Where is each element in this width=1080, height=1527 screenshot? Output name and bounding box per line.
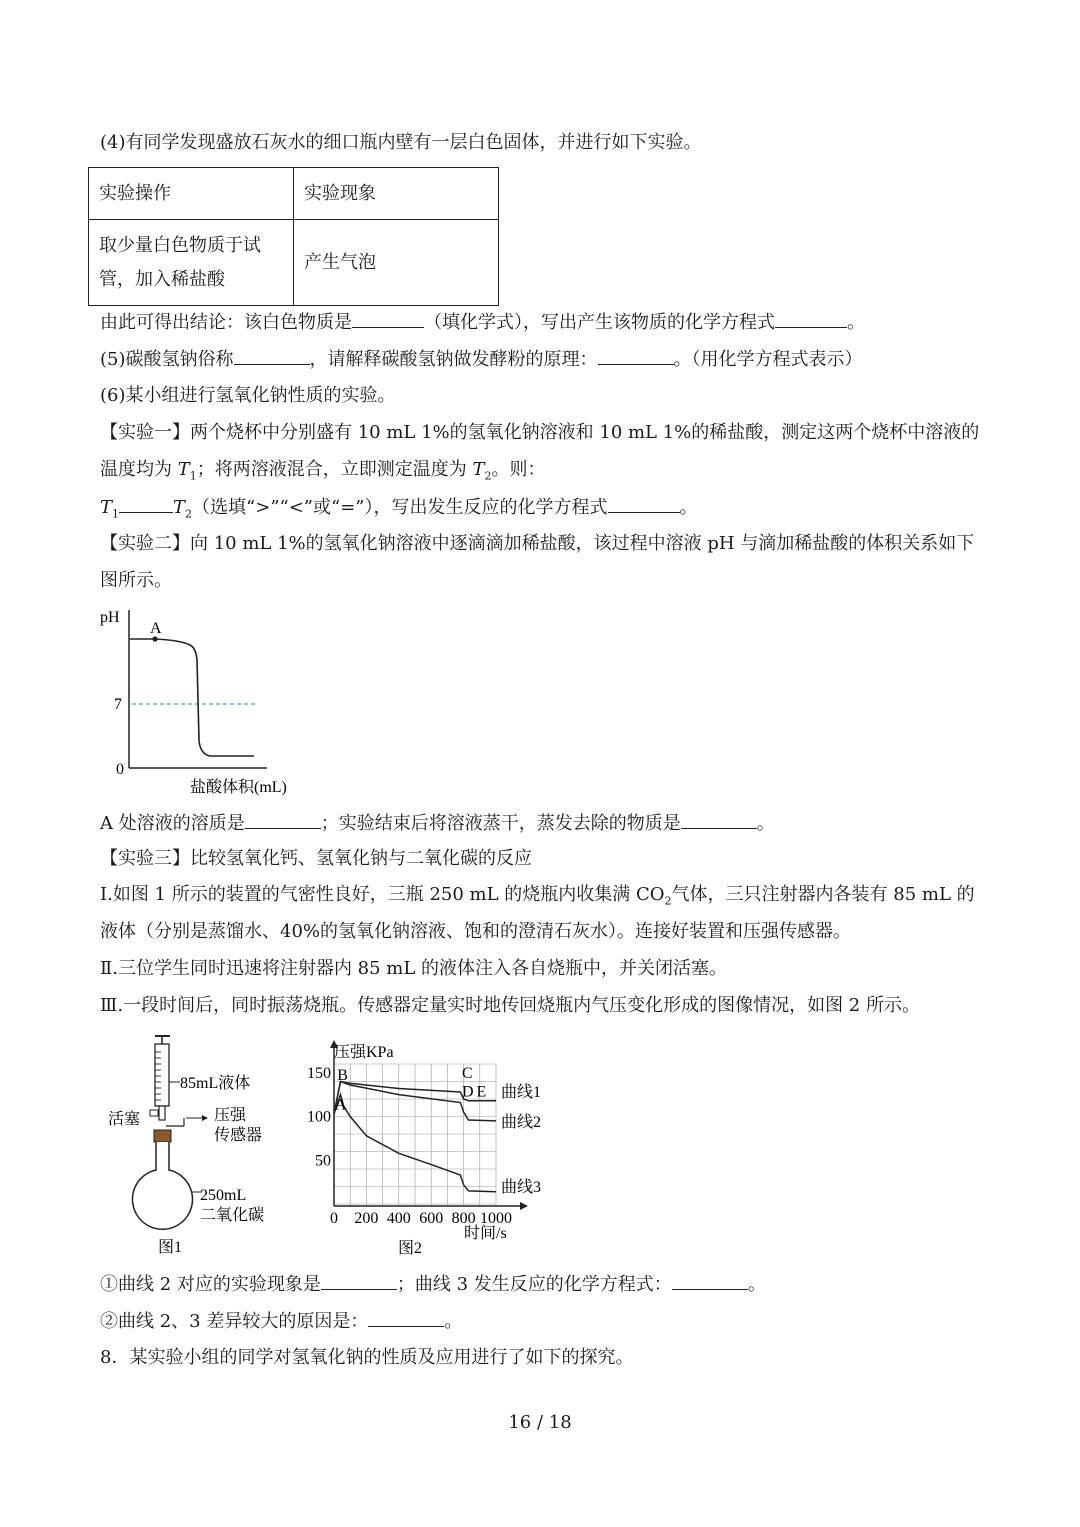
ph-curve [130, 639, 254, 756]
flask [133, 1142, 193, 1229]
x-tick-label: 400 [386, 1210, 411, 1227]
valve-handle [150, 1110, 158, 1116]
exp1-line2: 温度均为 $T_1$；将两溶液混合，立即测定温度为 $T_2$。则： [100, 459, 546, 483]
exp3-step3: Ⅲ.一段时间后，同时振荡烧瓶。传感器定量实时地传回烧瓶内气压变化形成的图像情况，如图 2 所示。 [100, 995, 920, 1016]
sensor-label-1: 压强 [214, 1107, 247, 1124]
series-label-1: 曲线1 [501, 1083, 542, 1101]
fig1-caption: 图1 [158, 1239, 183, 1256]
answer-blank[interactable] [608, 494, 680, 513]
answer-blank[interactable] [775, 309, 847, 328]
gas-label-1: 250mL [200, 1187, 247, 1204]
answer-blank[interactable] [321, 1271, 397, 1290]
fig2-pressure-chart [300, 1038, 560, 1258]
curve-question-2: ②曲线 2、3 差异较大的原因是： 。 [100, 1308, 462, 1335]
answer-blank[interactable] [245, 810, 321, 829]
answer-blank[interactable] [234, 346, 310, 365]
table-header-operation: 实验操作 [89, 168, 294, 220]
y-tick-label: 50 [315, 1152, 331, 1170]
exp1-line1: 【实验一】两个烧杯中分别盛有 10 mL 1%的氢氧化钠溶液和 10 mL 1%的稀盐酸，测定这两个烧杯中溶液的 [100, 422, 980, 443]
answer-blank[interactable] [681, 810, 757, 829]
syringe-barrel [155, 1044, 169, 1106]
chart-y-label: 压强KPa [334, 1044, 394, 1061]
answer-blank[interactable] [598, 346, 674, 365]
ph-7-label: 7 [114, 696, 122, 713]
ph-origin-label: 0 [116, 761, 124, 778]
exp2-line2: 图所示。 [100, 570, 172, 591]
y-tick-label: 150 [307, 1064, 331, 1082]
ph-point-a [152, 636, 157, 641]
exp3-step1: Ⅰ.如图 1 所示的装置的气密性良好，三瓶 250 mL 的烧瓶内收集满 $CO_2$气体，三只注射器内各装有 85 mL 的 [100, 884, 975, 908]
y-tick-label: 100 [307, 1108, 331, 1126]
table-header-phenomenon: 实验现象 [294, 168, 499, 220]
q5-line: (5)碳酸氢钠俗称 ，请解释碳酸氢钠做发酵粉的原理： 。（用化学方程式表示） [100, 346, 863, 373]
annotation-b: B [337, 1066, 348, 1084]
fig2-caption: 图2 [398, 1240, 423, 1257]
curve-question-1: ①曲线 2 对应的实验现象是 ；曲线 3 发生反应的化学方程式： 。 [100, 1271, 766, 1298]
series-label-2: 曲线2 [501, 1113, 542, 1131]
page-number: 16 / 18 [508, 1412, 572, 1433]
question-8: 8．某实验小组的同学对氢氧化钠的性质及应用进行了如下的探究。 [100, 1347, 634, 1368]
annotation-d: D [461, 1083, 474, 1101]
flask-stopper [154, 1130, 171, 1142]
experiment-table [88, 167, 499, 306]
exp2-line1: 【实验二】向 10 mL 1%的氢氧化钠溶液中逐滴滴加稀盐酸，该过程中溶液 pH 与滴加稀盐酸的体积关系如下 [100, 533, 975, 554]
answer-blank[interactable] [672, 1271, 748, 1290]
sensor-arrow-head [202, 1115, 208, 1121]
exp1-line3: $T_1$ $T_2$（选填“>”“<”或“=”），写出发生反应的化学方程式 。 [100, 494, 698, 528]
answer-blank[interactable] [352, 309, 424, 328]
x-tick-label: 0 [330, 1210, 338, 1227]
exp3-step1-line2: 液体（分别是蒸馏水、40%的氢氧化钠溶液、饱和的澄清石灰水）。连接好装置和压强传感器。 [100, 921, 852, 942]
series-label-3: 曲线3 [501, 1178, 542, 1196]
q4-conclusion: 由此可得出结论：该白色物质是 （填化学式），写出产生该物质的化学方程式 。 [100, 309, 865, 336]
table-cell-phenomenon: 产生气泡 [294, 220, 499, 306]
exp3-step2: Ⅱ.三位学生同时迅速将注射器内 85 mL 的液体注入各自烧瓶中，并关闭活塞。 [100, 958, 728, 979]
answer-blank[interactable] [368, 1308, 444, 1327]
annotation-e: E [476, 1083, 487, 1101]
chart-x-arrow [520, 1202, 528, 1210]
liquid-label: 85mL液体 [180, 1075, 251, 1092]
fig1-apparatus [100, 1032, 290, 1262]
ph-chart [92, 600, 322, 800]
x-tick-label: 600 [419, 1210, 444, 1227]
chart-x-label: 时间/s [464, 1225, 507, 1242]
valve-label: 活塞 [108, 1111, 141, 1128]
x-tick-label: 200 [354, 1210, 379, 1227]
q4-intro: (4)有同学发现盛放石灰水的细口瓶内壁有一层白色固体，并进行如下实验。 [100, 132, 702, 153]
ph-point-a-label: A [150, 620, 162, 637]
x-tick-label: 800 [451, 1210, 476, 1227]
exp3-title: 【实验三】比较氢氧化钙、氢氧化钠与二氧化碳的反应 [100, 848, 532, 869]
ph-y-label: pH [100, 609, 120, 626]
exp2-question: A 处溶液的溶质是 ；实验结束后将溶液蒸干，蒸发去除的物质是 。 [100, 810, 775, 837]
ph-x-label: 盐酸体积(mL) [190, 779, 287, 796]
gas-label-2: 二氧化碳 [200, 1207, 265, 1224]
syringe-nozzle [159, 1106, 165, 1120]
annotation-c: C [461, 1065, 473, 1082]
table-cell-operation: 取少量白色物质于试 管，加入稀盐酸 [89, 220, 294, 306]
q6-intro: (6)某小组进行氢氧化钠性质的实验。 [100, 385, 396, 406]
annotation-a: A [334, 1096, 347, 1114]
x-tick-label: 1000 [480, 1210, 512, 1227]
answer-blank[interactable] [119, 494, 173, 513]
sensor-label-2: 传感器 [214, 1127, 263, 1144]
